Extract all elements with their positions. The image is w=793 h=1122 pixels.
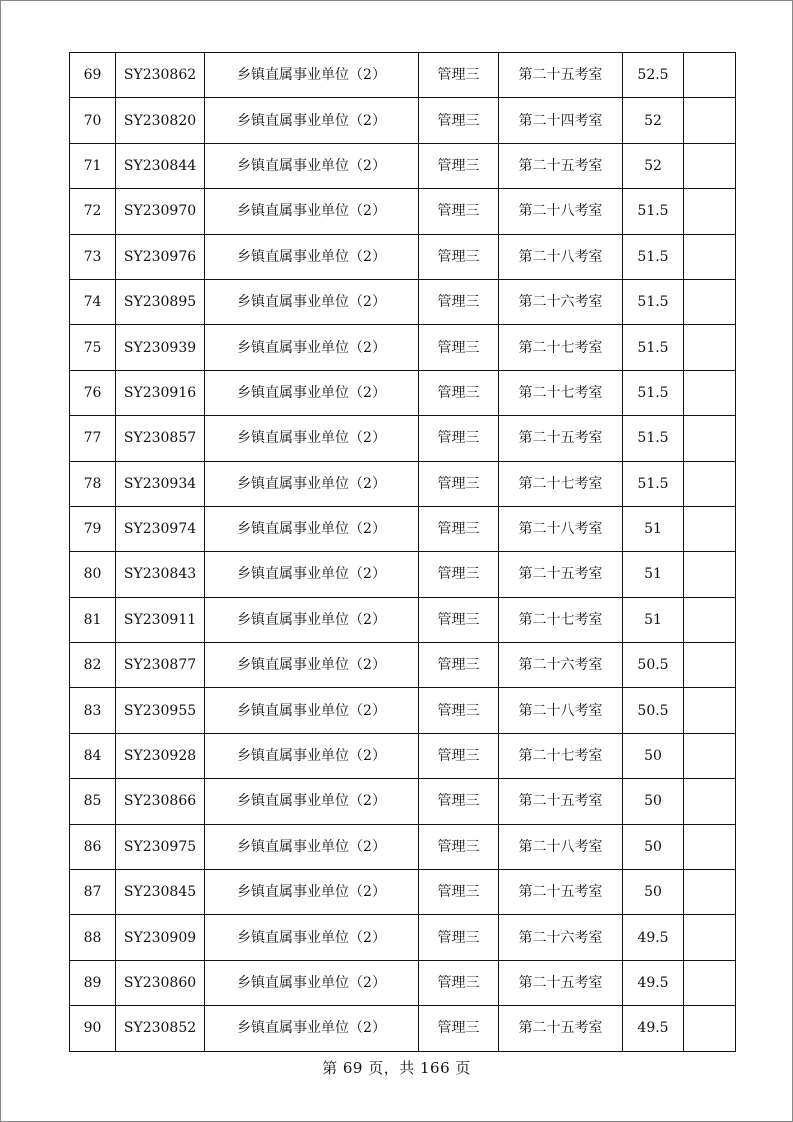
unit-cell: 乡镇直属事业单位（2） (205, 325, 419, 370)
post-cell: 管理三 (419, 416, 499, 461)
unit-cell: 乡镇直属事业单位（2） (205, 733, 419, 778)
row-number-cell: 81 (70, 597, 116, 642)
score-cell: 51 (623, 552, 684, 597)
exam-room-cell: 第二十五考室 (499, 53, 623, 98)
page-footer: 第 69 页，共 166 页 (322, 1059, 471, 1077)
table-row (70, 643, 736, 688)
post-cell: 管理三 (419, 234, 499, 279)
row-number-cell: 75 (70, 325, 116, 370)
row-number-cell: 69 (70, 53, 116, 98)
exam-id-cell: SY230866 (116, 779, 205, 824)
remark-cell (684, 461, 736, 506)
exam-room-cell: 第二十四考室 (499, 98, 623, 143)
post-cell: 管理三 (419, 1006, 499, 1051)
exam-room-cell: 第二十六考室 (499, 643, 623, 688)
remark-cell (684, 915, 736, 960)
score-cell: 50 (623, 733, 684, 778)
table-row (70, 870, 736, 915)
row-number-cell: 77 (70, 416, 116, 461)
unit-cell: 乡镇直属事业单位（2） (205, 370, 419, 415)
row-number-cell: 90 (70, 1006, 116, 1051)
post-cell: 管理三 (419, 98, 499, 143)
table-row (70, 960, 736, 1005)
row-number-cell: 79 (70, 506, 116, 551)
row-number-cell: 89 (70, 960, 116, 1005)
unit-cell: 乡镇直属事业单位（2） (205, 279, 419, 324)
post-cell: 管理三 (419, 824, 499, 869)
row-number-cell: 87 (70, 870, 116, 915)
exam-room-cell: 第二十七考室 (499, 461, 623, 506)
exam-room-cell: 第二十六考室 (499, 279, 623, 324)
exam-room-cell: 第二十七考室 (499, 597, 623, 642)
row-number-cell: 88 (70, 915, 116, 960)
row-number-cell: 86 (70, 824, 116, 869)
remark-cell (684, 870, 736, 915)
unit-cell: 乡镇直属事业单位（2） (205, 461, 419, 506)
table-row (70, 143, 736, 188)
table-row (70, 779, 736, 824)
table-row (70, 688, 736, 733)
remark-cell (684, 325, 736, 370)
table-row (70, 461, 736, 506)
remark-cell (684, 53, 736, 98)
exam-id-cell: SY230955 (116, 688, 205, 733)
exam-room-cell: 第二十七考室 (499, 325, 623, 370)
score-cell: 52 (623, 98, 684, 143)
exam-room-cell: 第二十七考室 (499, 733, 623, 778)
table-row (70, 506, 736, 551)
table-row (70, 234, 736, 279)
score-cell: 50.5 (623, 643, 684, 688)
remark-cell (684, 279, 736, 324)
unit-cell: 乡镇直属事业单位（2） (205, 779, 419, 824)
row-number-cell: 80 (70, 552, 116, 597)
row-number-cell: 74 (70, 279, 116, 324)
exam-room-cell: 第二十五考室 (499, 1006, 623, 1051)
unit-cell: 乡镇直属事业单位（2） (205, 552, 419, 597)
exam-id-cell: SY230934 (116, 461, 205, 506)
exam-id-cell: SY230862 (116, 53, 205, 98)
table-row (70, 733, 736, 778)
table-row (70, 53, 736, 98)
remark-cell (684, 98, 736, 143)
exam-id-cell: SY230877 (116, 643, 205, 688)
unit-cell: 乡镇直属事业单位（2） (205, 688, 419, 733)
score-cell: 49.5 (623, 1006, 684, 1051)
exam-id-cell: SY230911 (116, 597, 205, 642)
exam-room-cell: 第二十五考室 (499, 960, 623, 1005)
remark-cell (684, 688, 736, 733)
unit-cell: 乡镇直属事业单位（2） (205, 824, 419, 869)
exam-id-cell: SY230974 (116, 506, 205, 551)
post-cell: 管理三 (419, 733, 499, 778)
row-number-cell: 71 (70, 143, 116, 188)
post-cell: 管理三 (419, 915, 499, 960)
post-cell: 管理三 (419, 325, 499, 370)
table-row (70, 325, 736, 370)
remark-cell (684, 189, 736, 234)
unit-cell: 乡镇直属事业单位（2） (205, 597, 419, 642)
post-cell: 管理三 (419, 870, 499, 915)
exam-room-cell: 第二十五考室 (499, 143, 623, 188)
exam-room-cell: 第二十八考室 (499, 234, 623, 279)
exam-room-cell: 第二十五考室 (499, 870, 623, 915)
exam-room-cell: 第二十七考室 (499, 370, 623, 415)
unit-cell: 乡镇直属事业单位（2） (205, 143, 419, 188)
table-row (70, 98, 736, 143)
score-cell: 50 (623, 824, 684, 869)
exam-id-cell: SY230909 (116, 915, 205, 960)
exam-id-cell: SY230976 (116, 234, 205, 279)
post-cell: 管理三 (419, 779, 499, 824)
score-cell: 51.5 (623, 279, 684, 324)
table-row (70, 1006, 736, 1051)
post-cell: 管理三 (419, 461, 499, 506)
score-cell: 52 (623, 143, 684, 188)
score-cell: 51.5 (623, 370, 684, 415)
row-number-cell: 85 (70, 779, 116, 824)
unit-cell: 乡镇直属事业单位（2） (205, 53, 419, 98)
remark-cell (684, 143, 736, 188)
score-cell: 49.5 (623, 915, 684, 960)
exam-room-cell: 第二十六考室 (499, 915, 623, 960)
score-cell: 50.5 (623, 688, 684, 733)
remark-cell (684, 416, 736, 461)
exam-id-cell: SY230860 (116, 960, 205, 1005)
unit-cell: 乡镇直属事业单位（2） (205, 915, 419, 960)
exam-id-cell: SY230928 (116, 733, 205, 778)
row-number-cell: 84 (70, 733, 116, 778)
row-number-cell: 83 (70, 688, 116, 733)
table-row (70, 824, 736, 869)
exam-room-cell: 第二十五考室 (499, 416, 623, 461)
table-row (70, 552, 736, 597)
post-cell: 管理三 (419, 143, 499, 188)
exam-id-cell: SY230845 (116, 870, 205, 915)
row-number-cell: 76 (70, 370, 116, 415)
score-cell: 49.5 (623, 960, 684, 1005)
score-cell: 51 (623, 597, 684, 642)
row-number-cell: 78 (70, 461, 116, 506)
score-cell: 50 (623, 870, 684, 915)
table-row (70, 597, 736, 642)
exam-room-cell: 第二十八考室 (499, 688, 623, 733)
unit-cell: 乡镇直属事业单位（2） (205, 98, 419, 143)
exam-id-cell: SY230857 (116, 416, 205, 461)
score-cell: 50 (623, 779, 684, 824)
exam-id-cell: SY230820 (116, 98, 205, 143)
table-row (70, 915, 736, 960)
exam-room-cell: 第二十五考室 (499, 552, 623, 597)
exam-id-cell: SY230939 (116, 325, 205, 370)
score-cell: 51.5 (623, 234, 684, 279)
post-cell: 管理三 (419, 643, 499, 688)
remark-cell (684, 597, 736, 642)
post-cell: 管理三 (419, 189, 499, 234)
remark-cell (684, 643, 736, 688)
exam-id-cell: SY230843 (116, 552, 205, 597)
exam-room-cell: 第二十五考室 (499, 779, 623, 824)
post-cell: 管理三 (419, 53, 499, 98)
table-row (70, 279, 736, 324)
results-table (69, 52, 736, 1052)
exam-id-cell: SY230844 (116, 143, 205, 188)
exam-room-cell: 第二十八考室 (499, 506, 623, 551)
unit-cell: 乡镇直属事业单位（2） (205, 189, 419, 234)
score-cell: 51.5 (623, 189, 684, 234)
row-number-cell: 82 (70, 643, 116, 688)
remark-cell (684, 960, 736, 1005)
unit-cell: 乡镇直属事业单位（2） (205, 643, 419, 688)
table-row (70, 370, 736, 415)
remark-cell (684, 779, 736, 824)
table-row (70, 416, 736, 461)
table-row (70, 189, 736, 234)
exam-id-cell: SY230852 (116, 1006, 205, 1051)
post-cell: 管理三 (419, 279, 499, 324)
remark-cell (684, 370, 736, 415)
row-number-cell: 73 (70, 234, 116, 279)
unit-cell: 乡镇直属事业单位（2） (205, 960, 419, 1005)
unit-cell: 乡镇直属事业单位（2） (205, 1006, 419, 1051)
exam-room-cell: 第二十八考室 (499, 824, 623, 869)
score-cell: 51.5 (623, 461, 684, 506)
unit-cell: 乡镇直属事业单位（2） (205, 416, 419, 461)
remark-cell (684, 552, 736, 597)
remark-cell (684, 733, 736, 778)
post-cell: 管理三 (419, 960, 499, 1005)
remark-cell (684, 234, 736, 279)
post-cell: 管理三 (419, 597, 499, 642)
unit-cell: 乡镇直属事业单位（2） (205, 234, 419, 279)
post-cell: 管理三 (419, 506, 499, 551)
exam-room-cell: 第二十八考室 (499, 189, 623, 234)
score-cell: 51.5 (623, 416, 684, 461)
post-cell: 管理三 (419, 552, 499, 597)
remark-cell (684, 824, 736, 869)
post-cell: 管理三 (419, 370, 499, 415)
score-cell: 51.5 (623, 325, 684, 370)
remark-cell (684, 1006, 736, 1051)
score-cell: 52.5 (623, 53, 684, 98)
unit-cell: 乡镇直属事业单位（2） (205, 870, 419, 915)
remark-cell (684, 506, 736, 551)
exam-id-cell: SY230975 (116, 824, 205, 869)
unit-cell: 乡镇直属事业单位（2） (205, 506, 419, 551)
row-number-cell: 72 (70, 189, 116, 234)
exam-id-cell: SY230970 (116, 189, 205, 234)
row-number-cell: 70 (70, 98, 116, 143)
score-cell: 51 (623, 506, 684, 551)
table-body (70, 53, 736, 1052)
post-cell: 管理三 (419, 688, 499, 733)
exam-id-cell: SY230895 (116, 279, 205, 324)
exam-id-cell: SY230916 (116, 370, 205, 415)
